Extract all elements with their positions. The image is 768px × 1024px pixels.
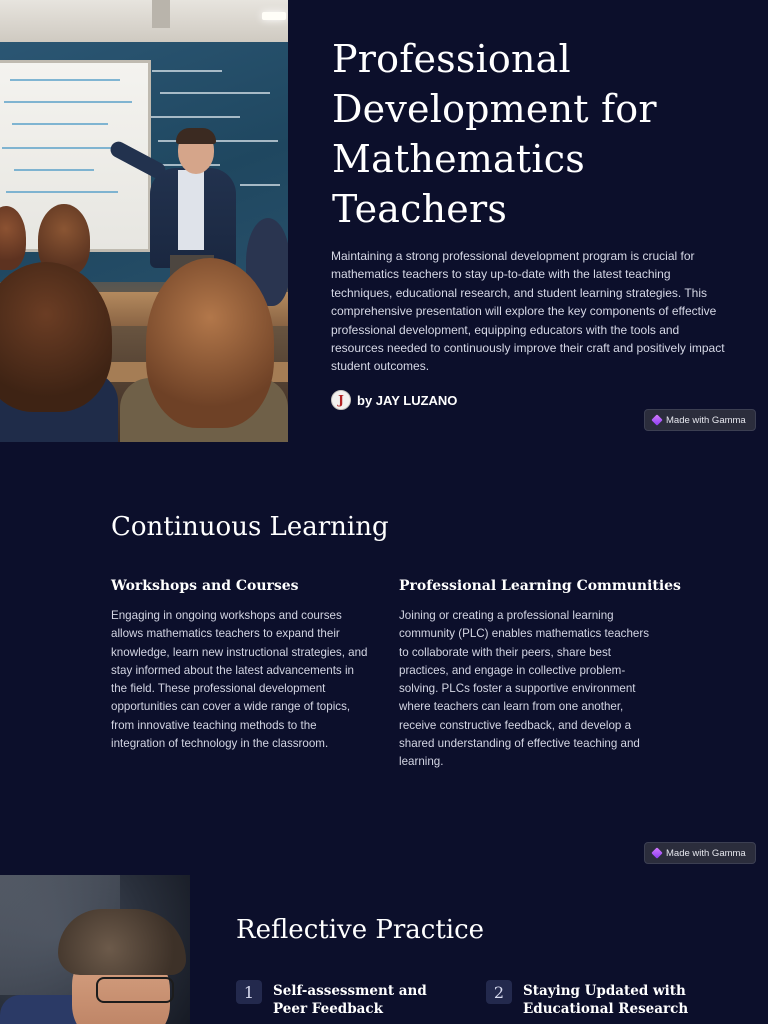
section-title: Continuous Learning xyxy=(111,512,389,542)
title-slide xyxy=(0,0,768,442)
step-item xyxy=(486,980,693,1018)
author-name: by JAY LUZANO xyxy=(357,392,458,408)
step-number-badge: 2 xyxy=(486,980,512,1004)
teacher-portrait-photo xyxy=(0,875,190,1024)
gamma-icon xyxy=(651,847,662,858)
page-title: Professional Development for Mathematics Teachers xyxy=(332,37,657,231)
avatar: J xyxy=(331,390,351,410)
workshops-body: Engaging in ongoing workshops and courses allows mathematics teachers to expand their knowledge, learn new instructional strategies, and stay informed about the latest advancements in the field. These professional development opportunities can cover a wide range of topics, from innovative teaching methods to the integration of technology in the classroom. xyxy=(111,609,368,751)
step-label: Staying Updated with Educational Research xyxy=(523,983,689,1017)
made-with-gamma-button[interactable] xyxy=(644,409,756,431)
intro-paragraph: Maintaining a strong professional development program is crucial for mathematics teachers to stay up-to-date with the latest teaching techniques, educational research, and student learning strategies. This comprehensive presentation will explore the key components of effective professional development, equipping educators with the tools and resources needed to continuously improve their craft and positively impact student outcomes. xyxy=(331,249,725,374)
plc-body: Joining or creating a professional learning community (PLC) enables mathematics teachers to collaborate with their peers, share best practices, and engage in collective problem-solving. PLCs foster a supportive environment where teachers can learn from one another, receive constructive feedback, and develop a shared understanding of effective teaching and learning. xyxy=(399,609,650,769)
author-byline xyxy=(331,390,457,410)
classroom-photo xyxy=(0,0,288,442)
step-number-badge: 1 xyxy=(236,980,262,1004)
section-title: Reflective Practice xyxy=(236,915,485,945)
gamma-icon xyxy=(651,414,662,425)
made-with-gamma-label: Made with Gamma xyxy=(666,414,746,426)
workshops-heading: Workshops and Courses xyxy=(111,578,299,594)
made-with-gamma-label: Made with Gamma xyxy=(666,847,746,859)
plc-heading: Professional Learning Communities xyxy=(399,578,681,594)
step-label: Self-assessment and Peer Feedback xyxy=(273,983,427,1017)
made-with-gamma-button[interactable] xyxy=(644,842,756,864)
step-item xyxy=(236,980,453,1018)
